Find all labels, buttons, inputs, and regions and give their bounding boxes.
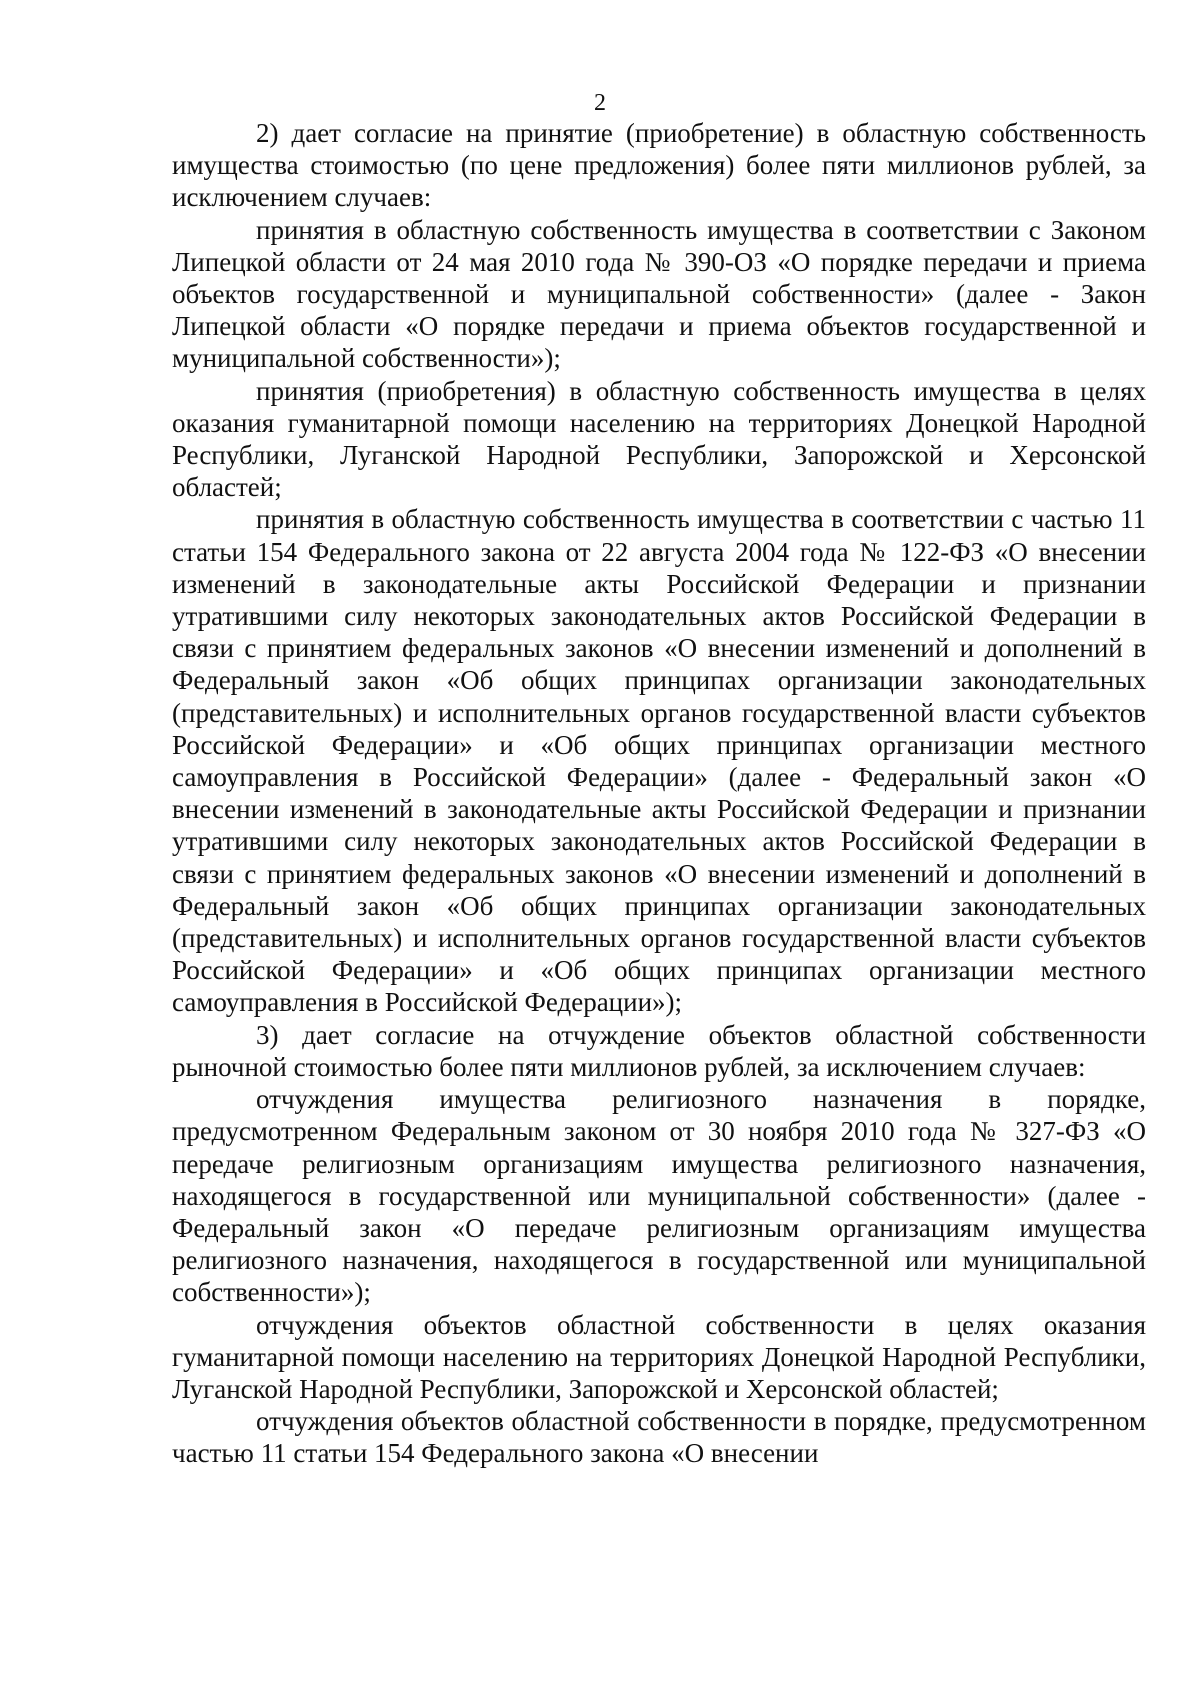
paragraph-exception-federal-law-122: принятия в областную собственность имущества в соответствии с частью 11 статьи 154 Федерального закона от 22 августа 2004 года № 122-ФЗ «О внесении изменений в законодательные акты Российской Федерации и признании утратившими силу некоторых законодательных актов Российской Федерации в связи с принятием федеральных законов «О внесении изменений и дополнений в Федеральный закон «Об общих принципах организации законодательных (представительных) и исполнительных органов государственной власти субъектов Российской Федерации» и «Об общих принципах организации местного самоуправления в Российской Федерации» (далее - Федеральный закон «О внесении изменений в законодательные акты Российской Федерации и признании утратившими силу некоторых законодательных актов Российской Федерации в связи с принятием федеральных законов «О внесении изменений и дополнений в Федеральный закон «Об общих принципах организации законодательных (представительных) и исполнительных органов государственной власти субъектов Российской Федерации» и «Об общих принципах организации местного самоуправления в Российской Федерации»); (172, 504, 1146, 1018)
paragraph-exception-religious-property: отчуждения имущества религиозного назначения в порядке, предусмотренном Федеральным законом от 30 ноября 2010 года № 327-ФЗ «О передаче религиозным организациям имущества религиозного назначения, находящегося в государственной или муниципальной собственности» (далее - Федеральный закон «О передаче религиозным организациям имущества религиозного назначения, находящегося в государственной или муниципальной собственности»); (172, 1084, 1146, 1308)
paragraph-item-2-consent-acceptance: 2) дает согласие на принятие (приобретение) в областную собственность имущества стоимостью (по цене предложения) более пяти миллионов рублей, за исключением случаев: (172, 118, 1146, 213)
paragraph-exception-regional-law: принятия в областную собственность имущества в соответствии с Законом Липецкой области от 24 мая 2010 года № 390-ОЗ «О порядке передачи и приема объектов государственной и муниципальной собственности» (далее - Закон Липецкой области «О порядке передачи и приема объектов государственной и муниципальной собственности»); (172, 214, 1146, 374)
paragraph-exception-humanitarian-alienation: отчуждения объектов областной собственности в целях оказания гуманитарной помощи населению на территориях Донецкой Народной Республики, Луганской Народной Республики, Запорожской и Херсонской областей; (172, 1309, 1146, 1404)
paragraph-exception-federal-law-alienation: отчуждения объектов областной собственности в порядке, предусмотренном частью 11 статьи 154 Федерального закона «О внесении (172, 1406, 1146, 1469)
page-number: 2 (594, 90, 606, 116)
paragraph-exception-humanitarian-acceptance: принятия (приобретения) в областную собственность имущества в целях оказания гуманитарной помощи населению на территориях Донецкой Народной Республики, Луганской Народной Республики, Запорожской и Херсонской областей; (172, 375, 1146, 503)
paragraph-item-3-consent-alienation: 3) дает согласие на отчуждение объектов областной собственности рыночной стоимостью более пяти миллионов рублей, за исключением случаев: (172, 1019, 1146, 1082)
document-body (172, 117, 1146, 1470)
